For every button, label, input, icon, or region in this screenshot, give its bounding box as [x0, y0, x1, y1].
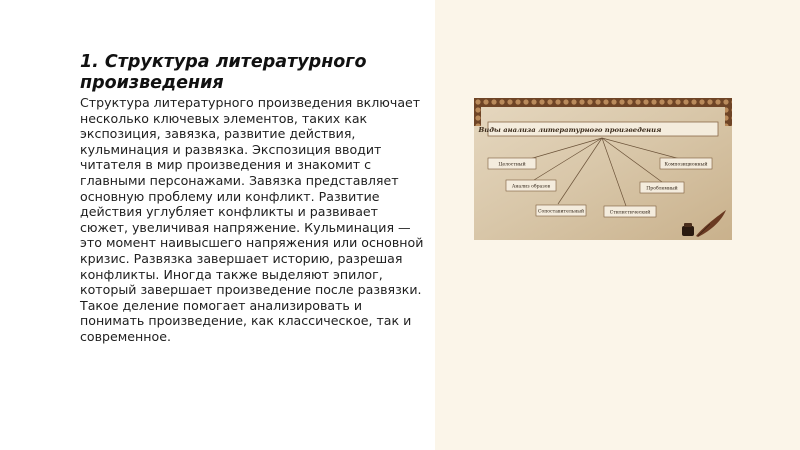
- node-bottom-right: [604, 206, 656, 217]
- node-mid-left: [506, 180, 556, 191]
- svg-text:Композиционный: Композиционный: [664, 162, 708, 168]
- diagram-heading: Виды анализа литературного произведения: [478, 126, 662, 134]
- node-top-right: [660, 158, 712, 169]
- ornamental-frame-top: [474, 98, 732, 107]
- slide-body-text: Структура литературного произведения включает несколько ключевых элементов, таких как экспозиция, завязка, развитие действия, кульминация и развязка. Экспозиция вводит читателя в мир произведения и знакомит с главными персонажами. Завязка представляет основную проблему или конфликт. Развитие действия углубляет конфликты и развивает сюжет, увеличивая напряжение. Кульминация — это момент наивысшего напряжения или основной кризис. Развязка завершает историю, разрешая конфликты. Иногда также выделяют эпилог, который завершает произведение после развязки. Такое деление помогает анализировать и понимать произведение, как классическое, так и современное.: [80, 95, 424, 344]
- ornamental-frame-left: [474, 98, 481, 126]
- svg-text:Целостный: Целостный: [498, 162, 526, 168]
- ornamental-frame-right: [725, 98, 732, 126]
- analysis-types-diagram: [474, 98, 732, 240]
- svg-text:Сопоставительный: Сопоставительный: [537, 209, 585, 215]
- svg-text:Стилистический: Стилистический: [609, 210, 651, 216]
- node-mid-right: [640, 182, 684, 193]
- svg-text:Анализ образов: Анализ образов: [511, 184, 551, 190]
- node-top-left: [488, 158, 536, 169]
- svg-text:Проблемный: Проблемный: [646, 186, 678, 192]
- node-bottom-left: [536, 205, 586, 216]
- slide-title: 1. Структура литературного произведения: [80, 52, 367, 93]
